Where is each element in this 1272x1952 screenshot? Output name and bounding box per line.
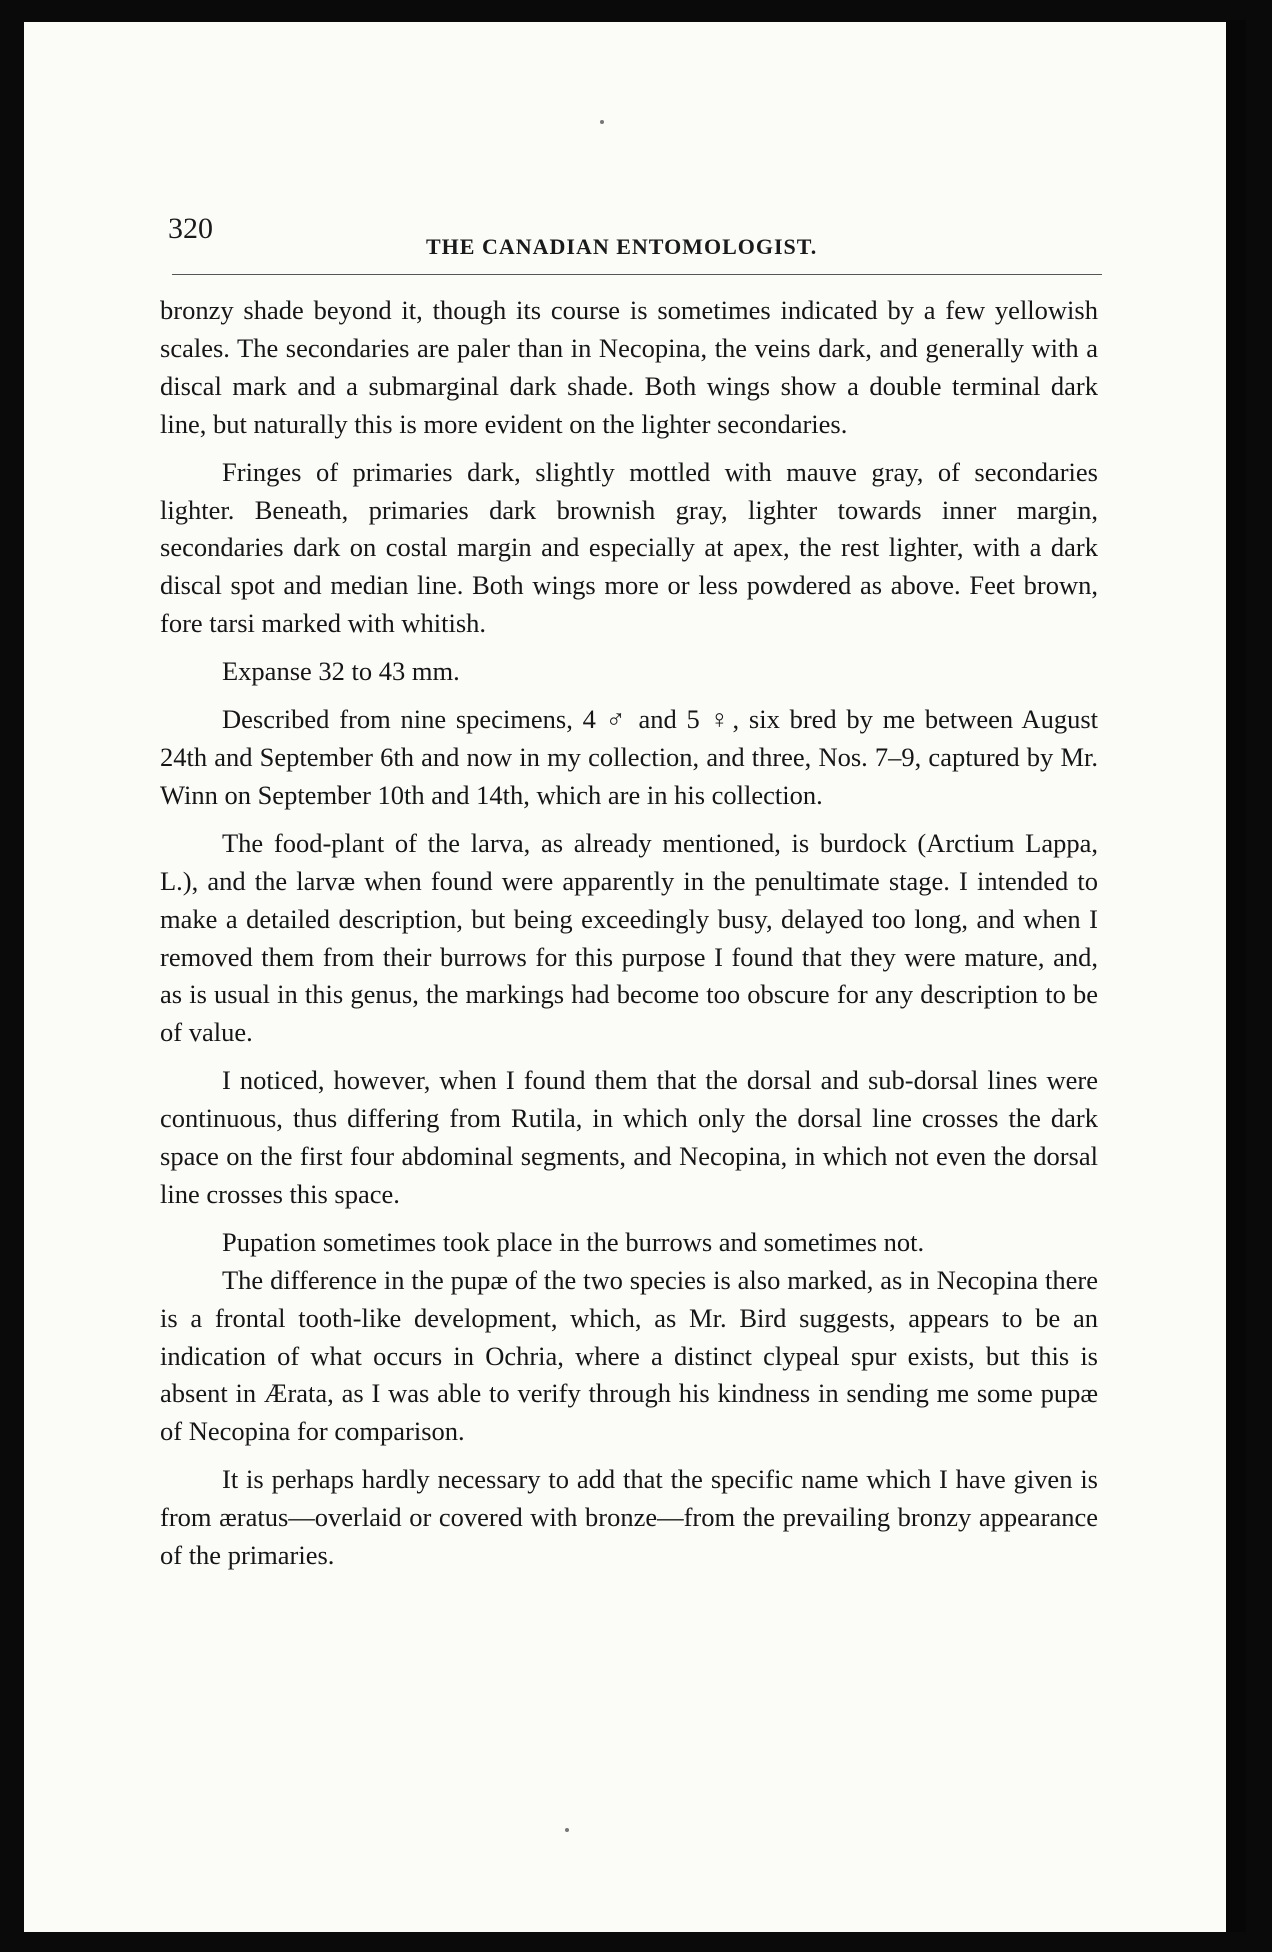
- page-header: [168, 212, 1103, 262]
- paragraph: The food-plant of the larva, as already mentioned, is burdock (Arctium Lappa, L.), and the larvæ when found were apparently in the penultimate stage. I intended to make a detailed description, but being exceedingly busy, delayed too long, and when I removed them from their burrows for this purpose I found that they were mature, and, as is usual in this genus, the markings had become too obscure for any description to be of value.: [160, 827, 1098, 1048]
- page-number: 320: [168, 212, 213, 245]
- running-head: THE CANADIAN ENTOMOLOGIST.: [426, 234, 818, 259]
- paragraph: The difference in the pupæ of the two species is also marked, as in Necopina there is a frontal tooth-like development, which, as Mr. Bird suggests, appears to be an indication of what occurs in Ochria, where a distinct clypeal spur exists, but this is absent in Ærata, as I was able to verify through his kindness in sending me some pupæ of Necopina for comparison.: [160, 1264, 1098, 1447]
- scan-speck: [600, 120, 604, 124]
- paragraph: Fringes of primaries dark, slightly mottled with mauve gray, of secondaries lighter. Beneath, primaries dark brownish gray, lighter towards inner margin, secondaries dark on costal margin and especially at apex, the rest lighter, with a dark discal spot and median line. Both wings more or less powdered as above. Feet brown, fore tarsi marked with whitish.: [160, 456, 1098, 639]
- header-rule: [172, 274, 1102, 275]
- paragraph: Expanse 32 to 43 mm.: [222, 656, 460, 687]
- paragraph: Pupation sometimes took place in the burrows and sometimes not.: [222, 1226, 925, 1257]
- paragraph: I noticed, however, when I found them that the dorsal and sub-dorsal lines were continuous, thus differing from Rutila, in which only the dorsal line crosses the dark space on the first four abdominal segments, and Necopina, in which not even the dorsal line crosses this space.: [160, 1065, 1098, 1209]
- paragraph: It is perhaps hardly necessary to add that the specific name which I have given is from æratus—overlaid or covered with bronze—from the prevailing bronzy appearance of the primaries.: [160, 1464, 1098, 1571]
- paragraph: bronzy shade beyond it, though its course is sometimes indicated by a few yellowish scales. The secondaries are paler than in Necopina, the veins dark, and generally with a discal mark and a submarginal dark shade. Both wings show a double terminal dark line, but naturally this is more evident on the lighter secondaries.: [160, 295, 1098, 439]
- paragraph: Described from nine specimens, 4 ♂ and 5 ♀, six bred by me between August 24th and September 6th and now in my collection, and three, Nos. 7–9, captured by Mr. Winn on September 10th and 14th, which are in his collection.: [160, 704, 1098, 810]
- scan-speck: [565, 1828, 569, 1832]
- page-edge-shadow: [1226, 20, 1246, 1932]
- body-text: [160, 292, 1098, 1575]
